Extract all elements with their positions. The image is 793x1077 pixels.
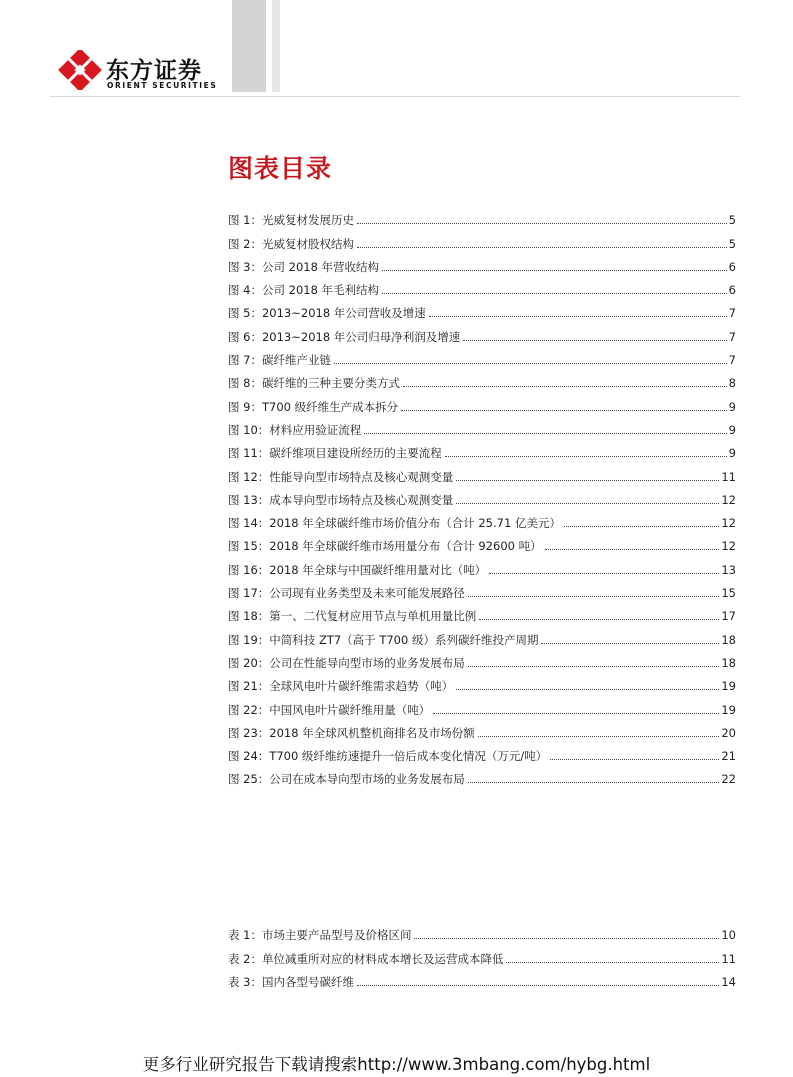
figure-toc-entry-label: 图 13：成本导向型市场特点及核心观测变量 <box>228 492 454 507</box>
dot-leader <box>506 962 719 963</box>
table-toc-entry-page-number: 14 <box>721 974 736 989</box>
figure-toc-entry-page-number: 9 <box>728 422 736 437</box>
figure-toc-entry[interactable] <box>228 671 736 694</box>
figure-toc-entry[interactable] <box>228 205 736 228</box>
dot-leader <box>479 619 719 620</box>
figure-toc-entry[interactable] <box>228 275 736 298</box>
table-toc-entry-page-number: 10 <box>721 928 736 943</box>
table-toc-entry-label: 表 3：国内各型号碳纤维 <box>228 974 354 989</box>
figure-toc-entry-label: 图 18：第一、二代复材应用节点与单机用量比例 <box>228 609 477 624</box>
figure-toc-entry-label: 图 21：全球风电叶片碳纤维需求趋势（吨） <box>228 679 454 694</box>
table-toc-entry-label: 表 1：市场主要产品型号及价格区间 <box>228 928 412 943</box>
header-gray-bar <box>232 0 266 92</box>
table-toc-entry[interactable] <box>228 920 736 943</box>
header-gray-bar-thin <box>272 0 280 92</box>
dot-leader <box>334 363 727 364</box>
dot-leader <box>382 293 727 294</box>
dot-leader <box>468 596 720 597</box>
figure-toc-entry-label: 图 1：光威复材发展历史 <box>228 213 354 228</box>
orient-securities-logo-icon <box>58 50 102 90</box>
figure-toc-entry-page-number: 19 <box>721 679 736 694</box>
figure-toc-entry-page-number: 11 <box>721 469 736 484</box>
dot-leader <box>382 270 727 271</box>
figure-toc-entry-page-number: 17 <box>721 609 736 624</box>
figure-toc-entry-label: 图 23：2018 年全球风机整机商排名及市场份额 <box>228 725 475 740</box>
figure-toc-entry[interactable] <box>228 228 736 251</box>
figure-toc-entry[interactable] <box>228 321 736 344</box>
figure-toc-entry[interactable] <box>228 694 736 717</box>
figure-toc-entry-page-number: 22 <box>721 772 736 787</box>
figure-toc-entry[interactable] <box>228 718 736 741</box>
toc-title: 图表目录 <box>228 154 333 183</box>
figure-toc-entry-page-number: 6 <box>728 259 736 274</box>
dot-leader <box>541 643 719 644</box>
dot-leader <box>564 526 719 527</box>
dot-leader <box>456 689 719 690</box>
dot-leader <box>403 386 727 387</box>
figure-toc-entry[interactable] <box>228 485 736 508</box>
figure-toc-entry-page-number: 12 <box>721 516 736 531</box>
figure-toc-entry-label: 图 3：公司 2018 年营收结构 <box>228 259 380 274</box>
figure-toc-entry-label: 图 7：碳纤维产业链 <box>228 353 331 368</box>
figure-toc-entry[interactable] <box>228 741 736 764</box>
figure-toc-entry-label: 图 12：性能导向型市场特点及核心观测变量 <box>228 469 454 484</box>
dot-leader <box>456 503 719 504</box>
figure-toc-entry-page-number: 15 <box>721 586 736 601</box>
figure-toc-entry-page-number: 13 <box>721 562 736 577</box>
figure-toc-entry[interactable] <box>228 648 736 671</box>
dot-leader <box>463 340 726 341</box>
figure-toc-entry[interactable] <box>228 601 736 624</box>
figure-toc-entry-page-number: 8 <box>728 376 736 391</box>
figure-toc-entry[interactable] <box>228 578 736 601</box>
dot-leader <box>456 480 719 481</box>
figure-toc-entry-label: 图 14：2018 年全球碳纤维市场价值分布（合计 25.71 亿美元） <box>228 516 561 531</box>
figure-toc-entry[interactable] <box>228 391 736 414</box>
figure-toc-entry-page-number: 12 <box>721 492 736 507</box>
figure-toc-entry-label: 图 24：T700 级纤维纺速提升一倍后成本变化情况（万元/吨） <box>228 749 548 764</box>
figure-toc-entry-page-number: 18 <box>721 632 736 647</box>
figure-toc-entry-page-number: 7 <box>728 329 736 344</box>
figure-toc-entry-label: 图 2：光威复材股权结构 <box>228 236 354 251</box>
table-toc-entry-page-number: 11 <box>721 951 736 966</box>
brand-name-en: ORIENT SECURITIES <box>107 81 218 90</box>
footer-download-note: 更多行业研究报告下载请搜索http://www.3mbang.com/hybg.html <box>142 1055 651 1074</box>
dot-leader <box>401 410 727 411</box>
dot-leader <box>478 736 720 737</box>
figure-toc-entry-label: 图 5：2013~2018 年公司营收及增速 <box>228 306 426 321</box>
figure-toc-entry[interactable] <box>228 508 736 531</box>
figure-toc-entry-page-number: 19 <box>721 702 736 717</box>
figure-toc-entry-label: 图 20：公司在性能导向型市场的业务发展布局 <box>228 655 465 670</box>
figure-toc-entry-page-number: 5 <box>728 213 736 228</box>
dot-leader <box>550 759 719 760</box>
table-toc-entry[interactable] <box>228 967 736 990</box>
figure-toc-entry-label: 图 19：中简科技 ZT7（高于 T700 级）系列碳纤维投产周期 <box>228 632 539 647</box>
figure-toc-entry[interactable] <box>228 531 736 554</box>
figure-toc-entry-page-number: 12 <box>721 539 736 554</box>
figure-toc-entry-page-number: 21 <box>721 749 736 764</box>
figure-toc-entry-page-number: 7 <box>728 353 736 368</box>
figure-toc-entry[interactable] <box>228 368 736 391</box>
figure-toc-entry[interactable] <box>228 764 736 787</box>
figure-toc-entry-label: 图 9：T700 级纤维生产成本拆分 <box>228 399 399 414</box>
figure-toc-entry-label: 图 15：2018 年全球碳纤维市场用量分布（合计 92600 吨） <box>228 539 542 554</box>
figure-toc-entry-label: 图 11：碳纤维项目建设所经历的主要流程 <box>228 446 442 461</box>
dot-leader <box>468 666 720 667</box>
figure-toc-entry-page-number: 9 <box>728 446 736 461</box>
dot-leader <box>357 247 727 248</box>
dot-leader <box>414 938 719 939</box>
dot-leader <box>489 573 719 574</box>
table-toc-entry[interactable] <box>228 943 736 966</box>
figure-toc-entry-label: 图 22：中国风电叶片碳纤维用量（吨） <box>228 702 431 717</box>
dot-leader <box>545 549 720 550</box>
figure-toc-entry-label: 图 17：公司现有业务类型及未来可能发展路径 <box>228 586 465 601</box>
dot-leader <box>433 713 719 714</box>
figure-toc-entry-label: 图 16：2018 年全球与中国碳纤维用量对比（吨） <box>228 562 487 577</box>
table-toc-list <box>228 920 736 990</box>
figure-toc-entry-label: 图 25：公司在成本导向型市场的业务发展布局 <box>228 772 465 787</box>
figure-toc-entry-page-number: 20 <box>721 725 736 740</box>
dot-leader <box>468 782 720 783</box>
figure-toc-entry-page-number: 7 <box>728 306 736 321</box>
dot-leader <box>364 433 726 434</box>
dot-leader <box>429 316 727 317</box>
figure-toc-entry-page-number: 5 <box>728 236 736 251</box>
brand-name-cn: 东方证券 <box>106 58 202 84</box>
figure-toc-entry-label: 图 6：2013~2018 年公司归母净利润及增速 <box>228 329 461 344</box>
figure-toc-entry[interactable] <box>228 298 736 321</box>
figure-toc-entry[interactable] <box>228 461 736 484</box>
figure-toc-entry[interactable] <box>228 415 736 438</box>
figure-toc-entry[interactable] <box>228 438 736 461</box>
table-toc-entry-label: 表 2：单位减重所对应的材料成本增长及运营成本降低 <box>228 951 504 966</box>
figure-toc-entry-page-number: 6 <box>728 283 736 298</box>
header-divider <box>50 96 740 97</box>
figure-toc-entry-page-number: 9 <box>728 399 736 414</box>
figure-toc-entry[interactable] <box>228 252 736 275</box>
figure-toc-entry[interactable] <box>228 554 736 577</box>
dot-leader <box>445 456 727 457</box>
figure-toc-entry-page-number: 18 <box>721 655 736 670</box>
figure-toc-entry-label: 图 4：公司 2018 年毛利结构 <box>228 283 380 298</box>
figure-toc-entry[interactable] <box>228 624 736 647</box>
figure-toc-entry-label: 图 8：碳纤维的三种主要分类方式 <box>228 376 400 391</box>
figure-toc-entry[interactable] <box>228 345 736 368</box>
figure-toc-entry-label: 图 10：材料应用验证流程 <box>228 422 362 437</box>
dot-leader <box>357 223 727 224</box>
dot-leader <box>357 985 719 986</box>
figure-toc-list <box>228 205 736 787</box>
